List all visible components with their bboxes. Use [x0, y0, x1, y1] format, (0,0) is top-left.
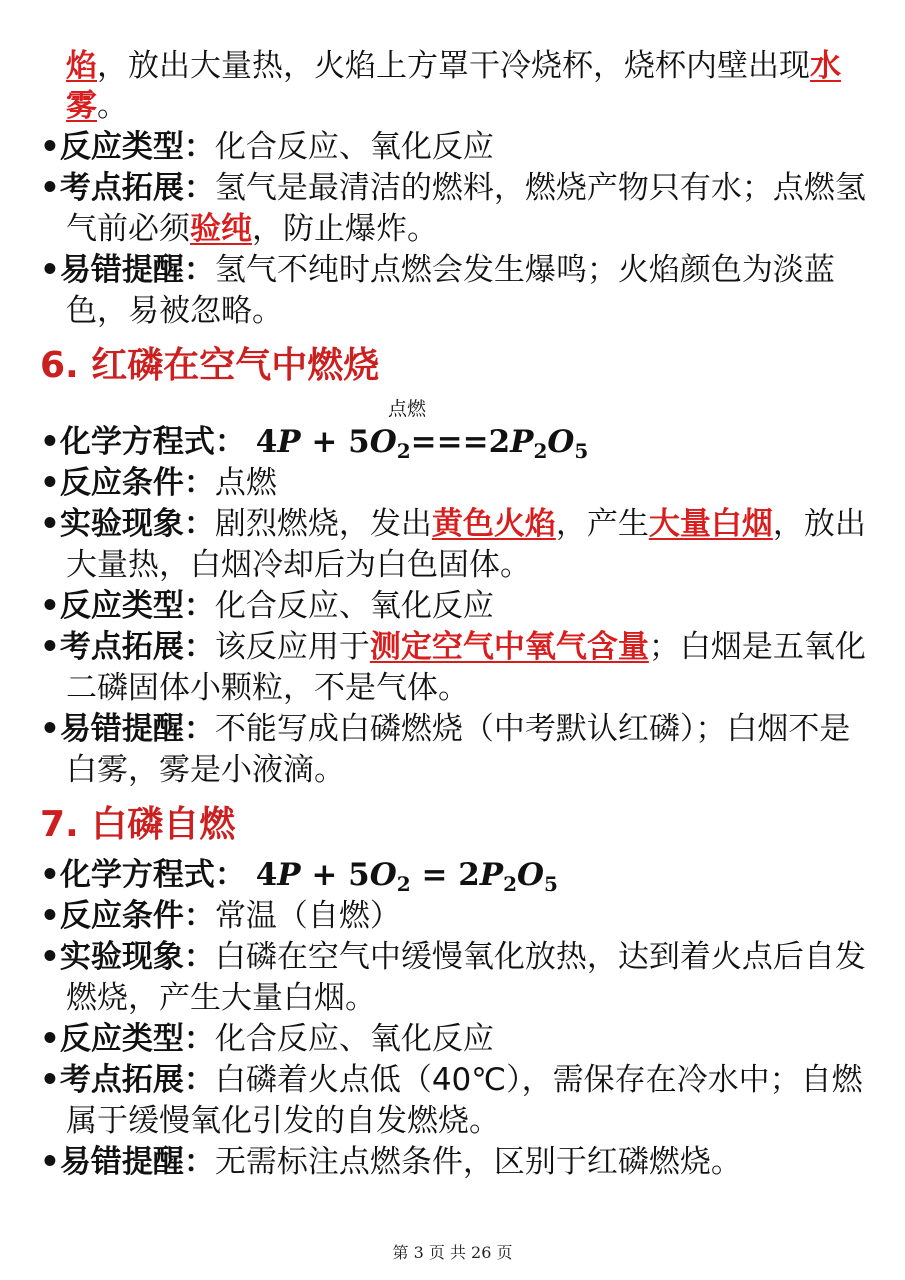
phenomenon-continuation-line-2: 雾。: [66, 88, 128, 124]
error-reminder-item: •易错提醒：氢气不纯时点燃会发生爆鸣；火焰颜色为淡蓝: [40, 252, 835, 288]
extension-item-line-2: 属于缓慢氧化引发的自发燃烧。: [66, 1103, 500, 1139]
highlight-flame: 焰: [66, 48, 97, 84]
phenomenon-item: •实验现象：白磷在空气中缓慢氧化放热，达到着火点后自发: [40, 939, 866, 975]
highlight-yellow-flame: 黄色火焰: [431, 506, 556, 542]
highlight-purity-check: 验纯: [190, 211, 252, 247]
error-reminder-item-line-2: 色，易被忽略。: [66, 293, 283, 329]
chemical-equation-white-phosphorus: $4P + 5O_2 = 2P_2O_5$: [255, 857, 558, 896]
highlight-mist: 雾: [66, 88, 97, 124]
reaction-type-item: •反应类型：化合反应、氧化反应: [40, 1021, 494, 1057]
error-reminder-item-line-2: 白雾，雾是小液滴。: [66, 752, 345, 788]
extension-item-line-2: 气前必须验纯，防止爆炸。: [66, 211, 438, 247]
phenomenon-item-line-2: 大量热，白烟冷却后为白色固体。: [66, 547, 531, 583]
phenomenon-continuation-line: 焰，放出大量热，火焰上方罩干冷烧杯，烧杯内壁出现水: [66, 48, 841, 84]
equation-item: •化学方程式： $4P + 5O_2===2P_2O_5$: [40, 424, 589, 463]
condition-item: •反应条件：常温（自燃）: [40, 898, 401, 934]
page-number-footer: 第 3 页 共 26 页: [392, 1243, 513, 1262]
extension-item: •考点拓展：白磷着火点低（40℃），需保存在冷水中；自燃: [40, 1062, 863, 1098]
extension-item: •考点拓展：该反应用于测定空气中氧气含量；白烟是五氧化: [40, 629, 866, 665]
condition-item: •反应条件：点燃: [40, 465, 277, 501]
chemical-equation-red-phosphorus: $4P + 5O_2===2P_2O_5$: [255, 424, 589, 463]
highlight-oxygen-content: 测定空气中氧气含量: [369, 629, 649, 665]
reaction-type-item: •反应类型：化合反应、氧化反应: [40, 588, 494, 624]
section-6-title: 6. 红磷在空气中燃烧: [40, 345, 380, 386]
section-7-title: 7. 白磷自燃: [40, 804, 236, 845]
extension-item: •考点拓展：氢气是最清洁的燃料，燃烧产物只有水；点燃氢: [40, 170, 866, 206]
reaction-type-item: •反应类型：化合反应、氧化反应: [40, 129, 494, 165]
equation-item: •化学方程式： $4P + 5O_2 = 2P_2O_5$: [40, 857, 558, 896]
phenomenon-item: •实验现象：剧烈燃烧，发出黄色火焰，产生大量白烟，放出: [40, 506, 866, 542]
error-reminder-item: •易错提醒：无需标注点燃条件，区别于红磷燃烧。: [40, 1144, 742, 1180]
highlight-white-smoke: 大量白烟: [648, 506, 773, 542]
reaction-condition-above-arrow: 点燃: [388, 398, 427, 420]
highlight-water: 水: [810, 48, 841, 84]
error-reminder-item: •易错提醒：不能写成白磷燃烧（中考默认红磷）；白烟不是: [40, 711, 851, 747]
phenomenon-item-line-2: 燃烧，产生大量白烟。: [66, 980, 376, 1016]
extension-item-line-2: 二磷固体小颗粒，不是气体。: [66, 670, 469, 706]
